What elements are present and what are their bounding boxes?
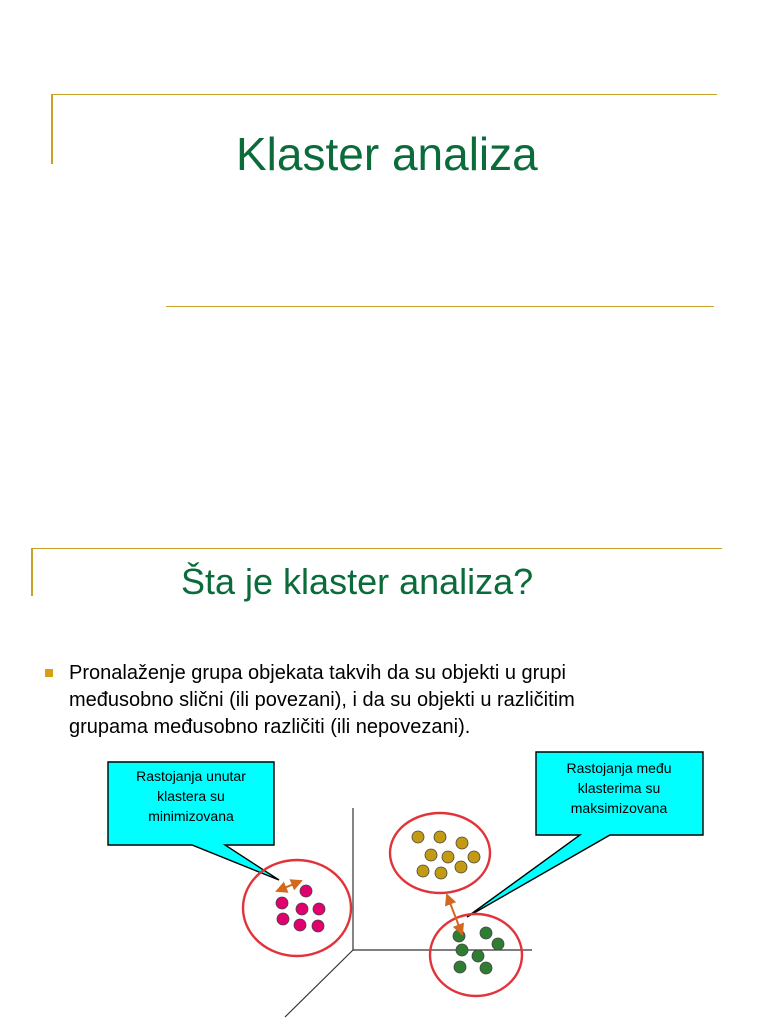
title-frame-left-line <box>51 94 53 164</box>
gold-point <box>456 837 468 849</box>
bullet-text: Pronalaženje grupa objekata takvih da su objekti u grupi međusobno slični (ili povezani), i da su objekti u različitim grupama međusobno različiti (ili nepovezani). <box>69 662 575 738</box>
callout-right-line-2: klasterima su <box>577 780 661 796</box>
pink-point <box>313 903 325 915</box>
gold-point <box>417 865 429 877</box>
pink-point <box>294 919 306 931</box>
pink-point <box>296 903 308 915</box>
callout-right <box>467 752 703 917</box>
pink-point <box>300 885 312 897</box>
slide-1-title: Klaster analiza <box>236 128 538 180</box>
green-point <box>492 938 504 950</box>
cluster-green <box>430 914 522 996</box>
callout-left-line-2: klastera su <box>157 788 225 804</box>
cluster-pink <box>243 860 351 956</box>
green-point <box>453 930 465 942</box>
gold-point <box>455 861 467 873</box>
cluster-diagram <box>0 530 768 1024</box>
z-axis-line <box>285 950 353 1017</box>
cluster-gold <box>390 813 490 893</box>
callout-left-line-1: Rastojanja unutar <box>136 768 246 784</box>
title-frame-top-line <box>51 94 717 95</box>
green-point <box>472 950 484 962</box>
pink-point <box>277 913 289 925</box>
green-point <box>480 962 492 974</box>
gold-point <box>425 849 437 861</box>
green-point <box>480 927 492 939</box>
intra-cluster-distance-arrow <box>277 881 301 891</box>
subtitle-divider-line <box>166 306 714 307</box>
callout-right-shape <box>467 752 703 917</box>
callout-right-line-1: Rastojanja među <box>566 760 672 776</box>
green-point <box>454 961 466 973</box>
pink-point <box>312 920 324 932</box>
slide-2 <box>0 530 768 1024</box>
gold-point <box>435 867 447 879</box>
callout-right-line-3: maksimizovana <box>570 800 668 816</box>
gold-point <box>442 851 454 863</box>
pink-point <box>276 897 288 909</box>
gold-point <box>468 851 480 863</box>
gold-point <box>412 831 424 843</box>
callout-left-line-3: minimizovana <box>148 808 234 824</box>
slide-2-title: Šta je klaster analiza? <box>181 561 534 602</box>
callout-left <box>108 762 279 880</box>
inter-cluster-distance-arrow <box>447 895 462 934</box>
green-point <box>456 944 468 956</box>
gold-point <box>434 831 446 843</box>
